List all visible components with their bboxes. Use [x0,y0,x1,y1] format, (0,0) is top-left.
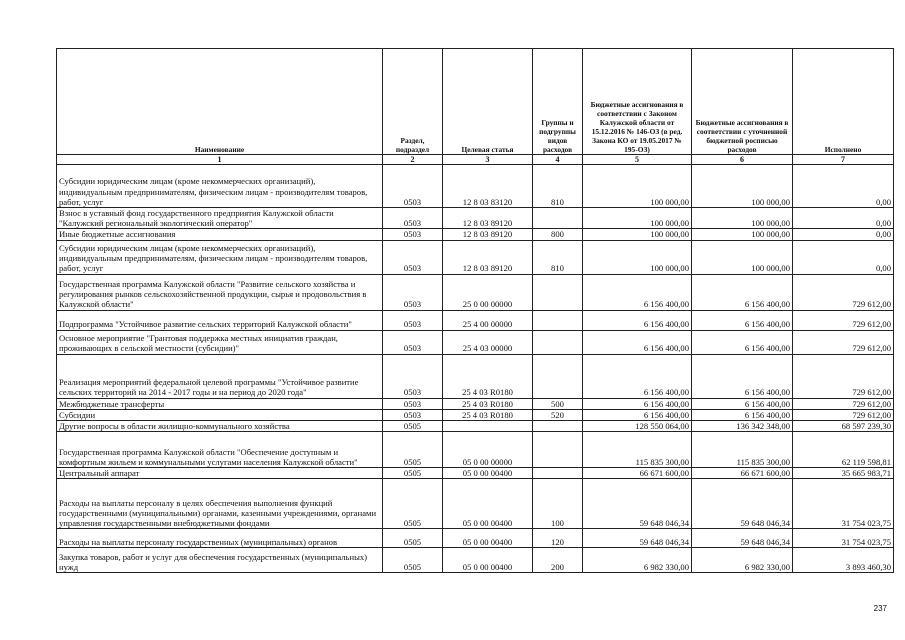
header-budget-refined: Бюджетные ассигнования в соответствии с уточненной бюджетной росписью расходов [692,49,793,155]
table-row [57,240,894,274]
budget-table [56,48,894,573]
row-executed-cell: 729 612,00 [793,274,894,310]
row-budget-law-cell: 66 671 600,00 [583,468,692,479]
row-budget-law-cell: 59 648 046,34 [583,529,692,548]
row-budget-law-cell: 6 156 400,00 [583,398,692,409]
row-budget-law-cell: 6 156 400,00 [583,310,692,330]
table-row [57,229,894,240]
row-name-cell: Государственная программа Калужской области "Развитие сельского хозяйства и регулирования рынков сельскохозяйственной продукции, сырья и продовольствия в Калужской области" [57,274,383,310]
header-target-article: Целевая статья [443,49,533,155]
row-executed-cell: 729 612,00 [793,354,894,398]
table-row [57,479,894,529]
header-executed: Исполнено [793,49,894,155]
row-budget-law-cell: 6 156 400,00 [583,409,692,420]
row-budget-law-cell: 6 156 400,00 [583,354,692,398]
row-budget-law-cell: 6 982 330,00 [583,548,692,573]
row-executed-cell: 35 665 983,71 [793,468,894,479]
table-row [57,310,894,330]
row-expense-group-cell [533,354,583,398]
row-budget-law-cell: 59 648 046,34 [583,479,692,529]
row-budget-law-cell: 100 000,00 [583,240,692,274]
table-row [57,548,894,573]
row-name-cell: Субсидии [57,409,383,420]
row-budget-law-cell: 6 156 400,00 [583,274,692,310]
row-budget-refined-cell: 100 000,00 [692,165,793,208]
row-budget-law-cell: 128 550 064,00 [583,421,692,432]
row-budget-refined-cell: 6 156 400,00 [692,310,793,330]
row-expense-group-cell: 810 [533,240,583,274]
row-section-cell: 0503 [383,354,443,398]
row-executed-cell: 0,00 [793,229,894,240]
row-expense-group-cell: 810 [533,165,583,208]
row-section-cell: 0505 [383,479,443,529]
row-name-cell: Иные бюджетные ассигнования [57,229,383,240]
row-budget-refined-cell: 59 648 046,34 [692,479,793,529]
row-expense-group-cell [533,310,583,330]
row-executed-cell: 0,00 [793,165,894,208]
row-expense-group-cell: 120 [533,529,583,548]
row-budget-law-cell: 100 000,00 [583,165,692,208]
row-budget-refined-cell: 115 835 300,00 [692,432,793,468]
column-number: 7 [793,155,894,165]
row-name-cell: Подпрограмма "Устойчивое развитие сельских территорий Калужской области" [57,310,383,330]
row-executed-cell: 62 119 598,81 [793,432,894,468]
row-name-cell: Взнос в уставный фонд государственного предприятия Калужской области "Калужский региональный экологический оператор" [57,208,383,229]
row-name-cell: Субсидии юридическим лицам (кроме некоммерческих организаций), индивидуальным предпринимателям, физическим лицам - производителям товаров, работ, услуг [57,240,383,274]
row-target-article-cell: 25 4 03 R0180 [443,409,533,420]
row-expense-group-cell: 520 [533,409,583,420]
column-number: 6 [692,155,793,165]
row-executed-cell: 31 754 023,75 [793,529,894,548]
column-number: 3 [443,155,533,165]
row-expense-group-cell [533,274,583,310]
table-row [57,529,894,548]
column-number: 4 [533,155,583,165]
row-target-article-cell: 12 8 03 89120 [443,208,533,229]
row-target-article-cell: 05 0 00 00400 [443,548,533,573]
table-row [57,432,894,468]
row-target-article-cell: 12 8 03 89120 [443,240,533,274]
row-budget-refined-cell: 100 000,00 [692,240,793,274]
row-executed-cell: 31 754 023,75 [793,479,894,529]
row-budget-refined-cell: 66 671 600,00 [692,468,793,479]
row-budget-refined-cell: 59 648 046,34 [692,529,793,548]
row-name-cell: Закупка товаров, работ и услуг для обеспечения государственных (муниципальных) нужд [57,548,383,573]
row-budget-refined-cell: 6 156 400,00 [692,354,793,398]
row-budget-refined-cell: 6 156 400,00 [692,330,793,354]
row-target-article-cell: 05 0 00 00400 [443,529,533,548]
row-target-article-cell: 25 4 03 R0180 [443,398,533,409]
header-row [57,49,894,155]
row-expense-group-cell [533,421,583,432]
table-row [57,409,894,420]
row-expense-group-cell [533,330,583,354]
row-name-cell: Центральный аппарат [57,468,383,479]
row-section-cell: 0503 [383,165,443,208]
header-expense-group: Группы и подгруппы видов расходов [533,49,583,155]
row-section-cell: 0505 [383,529,443,548]
row-name-cell: Межбюджетные трансферты [57,398,383,409]
page-number: 237 [873,604,887,613]
column-number: 2 [383,155,443,165]
row-target-article-cell: 25 4 03 00000 [443,330,533,354]
table-row [57,468,894,479]
row-name-cell: Расходы на выплаты персоналу государственных (муниципальных) органов [57,529,383,548]
row-executed-cell: 729 612,00 [793,310,894,330]
row-target-article-cell: 25 0 00 00000 [443,274,533,310]
row-target-article-cell: 12 8 03 89120 [443,229,533,240]
row-budget-law-cell: 6 156 400,00 [583,330,692,354]
row-target-article-cell: 05 0 00 00400 [443,468,533,479]
table-row [57,354,894,398]
row-section-cell: 0503 [383,274,443,310]
row-section-cell: 0505 [383,421,443,432]
row-expense-group-cell: 100 [533,479,583,529]
row-section-cell: 0503 [383,208,443,229]
row-executed-cell: 0,00 [793,240,894,274]
row-budget-refined-cell: 6 156 400,00 [692,398,793,409]
row-executed-cell: 0,00 [793,208,894,229]
row-budget-law-cell: 115 835 300,00 [583,432,692,468]
row-budget-law-cell: 100 000,00 [583,208,692,229]
row-executed-cell: 729 612,00 [793,409,894,420]
header-name: Наименование [57,49,383,155]
row-section-cell: 0503 [383,330,443,354]
row-name-cell: Основное мероприятие "Грантовая поддержка местных инициатив граждан, проживающих в сельской местности (субсидии)" [57,330,383,354]
row-name-cell: Субсидии юридическим лицам (кроме некоммерческих организаций), индивидуальным предпринимателям, физическим лицам - производителям товаров, работ, услуг [57,165,383,208]
row-expense-group-cell: 800 [533,229,583,240]
row-target-article-cell: 12 8 03 83120 [443,165,533,208]
row-target-article-cell: 05 0 00 00000 [443,432,533,468]
row-name-cell: Расходы на выплаты персоналу в целях обеспечения выполнения функций государственными (муниципальными) органами, казенными учреждениями, органами управления государственными внебюджетными фондами [57,479,383,529]
header-budget-law: Бюджетные ассигнования в соответствии с Законом Калужской области от 15.12.2016 № 146-ОЗ (в ред. Закона КО от 19.05.2017 № 195-ОЗ) [583,49,692,155]
row-target-article-cell: 05 0 00 00400 [443,479,533,529]
row-section-cell: 0505 [383,468,443,479]
row-executed-cell: 3 893 460,30 [793,548,894,573]
table-body [57,165,894,573]
table-row [57,208,894,229]
row-target-article-cell: 25 4 03 R0180 [443,354,533,398]
row-budget-refined-cell: 100 000,00 [692,208,793,229]
column-number-row [57,155,894,165]
row-name-cell: Государственная программа Калужской области "Обеспечение доступным и комфортным жильем и коммунальными услугами населения Калужской области" [57,432,383,468]
row-section-cell: 0503 [383,310,443,330]
row-budget-refined-cell: 100 000,00 [692,229,793,240]
row-executed-cell: 729 612,00 [793,330,894,354]
row-name-cell: Другие вопросы в области жилищно-коммунального хозяйства [57,421,383,432]
row-budget-refined-cell: 6 156 400,00 [692,409,793,420]
row-expense-group-cell: 500 [533,398,583,409]
table-row [57,274,894,310]
row-section-cell: 0503 [383,409,443,420]
row-section-cell: 0503 [383,398,443,409]
row-budget-refined-cell: 6 982 330,00 [692,548,793,573]
table-row [57,165,894,208]
table-row [57,398,894,409]
table-row [57,421,894,432]
row-expense-group-cell: 200 [533,548,583,573]
row-expense-group-cell [533,208,583,229]
table-row [57,330,894,354]
row-budget-refined-cell: 136 342 348,00 [692,421,793,432]
row-section-cell: 0503 [383,240,443,274]
row-budget-law-cell: 100 000,00 [583,229,692,240]
row-executed-cell: 729 612,00 [793,398,894,409]
row-executed-cell: 68 597 239,30 [793,421,894,432]
row-section-cell: 0503 [383,229,443,240]
row-target-article-cell [443,421,533,432]
row-expense-group-cell [533,468,583,479]
row-expense-group-cell [533,432,583,468]
row-budget-refined-cell: 6 156 400,00 [692,274,793,310]
row-section-cell: 0505 [383,432,443,468]
header-section: Раздел, подраздел [383,49,443,155]
column-number: 1 [57,155,383,165]
row-section-cell: 0505 [383,548,443,573]
column-number: 5 [583,155,692,165]
row-name-cell: Реализация мероприятий федеральной целевой программы "Устойчивое развитие сельских территорий на 2014 - 2017 годы и на период до 2020 года" [57,354,383,398]
row-target-article-cell: 25 4 00 00000 [443,310,533,330]
